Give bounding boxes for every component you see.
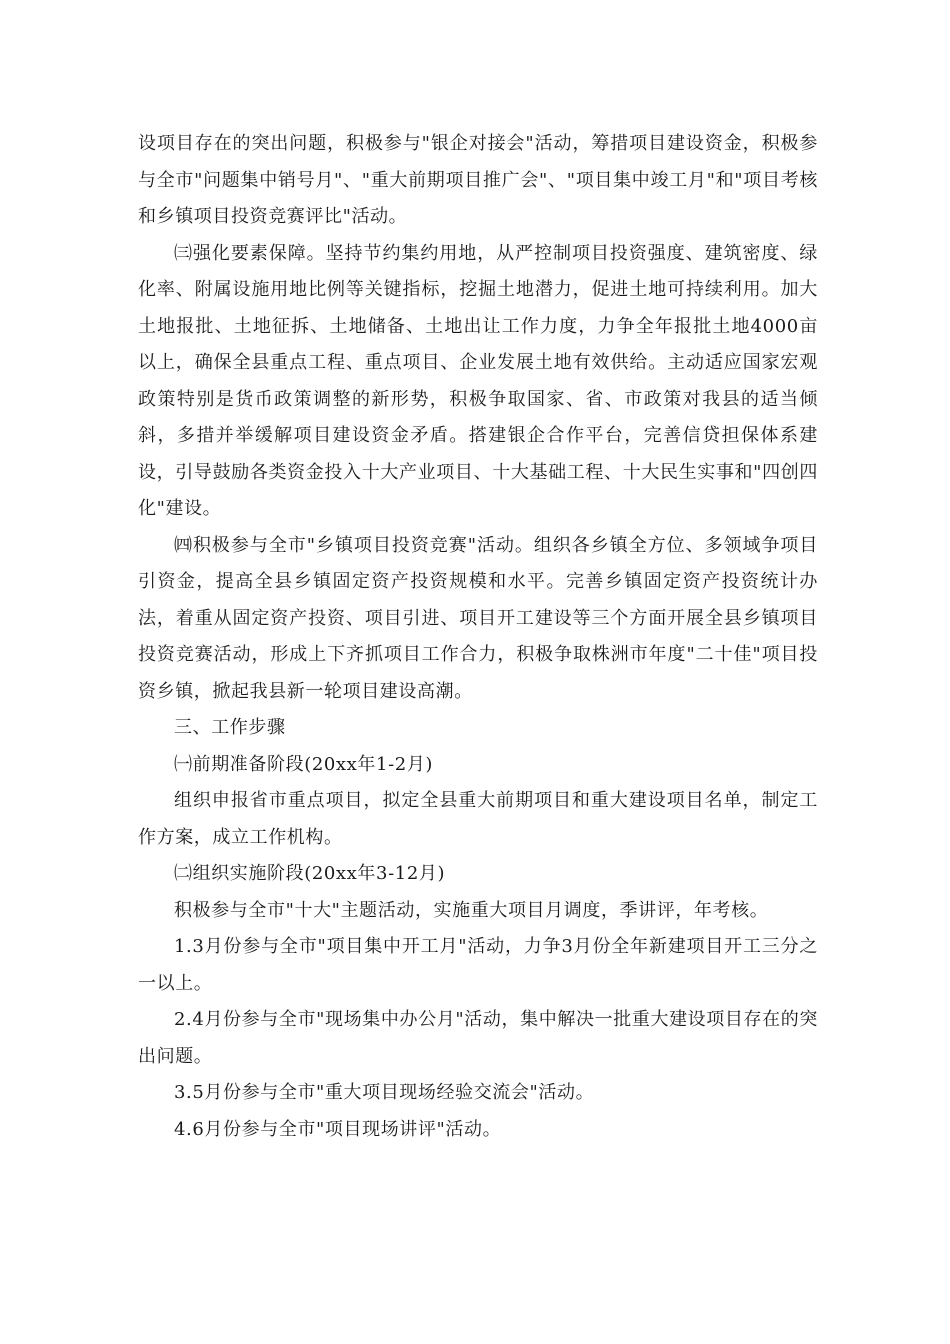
list-item-april: 2.4月份参与全市"现场集中办公月"活动，集中解决一批重大建设项目存在的突出问题。	[138, 1009, 818, 1067]
paragraph-continuation: 设项目存在的突出问题，积极参与"银企对接会"活动，筹措项目建设资金，积极参与全市"问题集中销号月"、"重大前期项目推广会"、"项目集中竣工月"和"项目考核和乡镇项目投资竞赛评比"活动。	[138, 133, 818, 227]
paragraph-township-competition: ㈣积极参与全市"乡镇项目投资竞赛"活动。组织各乡镇全方位、多领域争项目引资金，提高全县乡镇固定资产投资规模和水平。完善乡镇固定资产投资统计办法，着重从固定资产投资、项目引进、项目开工建设等三个方面开展全县乡镇项目投资竞赛活动，形成上下齐抓项目工作合力，积极争取株洲市年度"二十佳"项目投资乡镇，掀起我县新一轮项目建设高潮。	[138, 534, 818, 702]
paragraph-implementation-intro: 积极参与全市"十大"主题活动，实施重大项目月调度，季讲评，年考核。	[174, 899, 769, 921]
section-heading-work-steps: 三、工作步骤	[174, 717, 286, 738]
paragraph-element-guarantee: ㈢强化要素保障。坚持节约集约用地，从严控制项目投资强度、建筑密度、绿化率、附属设施用地比例等关键指标，挖掘土地潜力，促进土地可持续利用。加大土地报批、土地征拆、土地储备、土地出让工作力度，力争全年报批土地4000亩以上，确保全县重点工程、重点项目、企业发展土地有效供给。主动适应国家宏观政策特别是货币政策调整的新形势，积极争取国家、省、市政策对我县的适当倾斜，多措并举缓解项目建设资金矛盾。搭建银企合作平台，完善信贷担保体系建设，引导鼓励各类资金投入十大产业项目、十大基础工程、十大民生实事和"四创四化"建设。	[138, 242, 818, 519]
list-item-june: 4.6月份参与全市"项目现场讲评"活动。	[174, 1118, 502, 1140]
subheading-implementation-stage: ㈡组织实施阶段(20xx年3-12月)	[174, 863, 446, 884]
subheading-preparation-stage: ㈠前期准备阶段(20xx年1-2月)	[174, 753, 434, 775]
document-body	[138, 126, 818, 1148]
paragraph-preparation-details: 组织申报省市重点项目，拟定全县重大前期项目和重大建设项目名单，制定工作方案，成立工作机构。	[138, 790, 818, 848]
list-item-may: 3.5月份参与全市"重大项目现场经验交流会"活动。	[174, 1082, 595, 1103]
list-item-march: 1.3月份参与全市"项目集中开工月"活动，力争3月份全年新建项目开工三分之一以上。	[138, 936, 818, 994]
